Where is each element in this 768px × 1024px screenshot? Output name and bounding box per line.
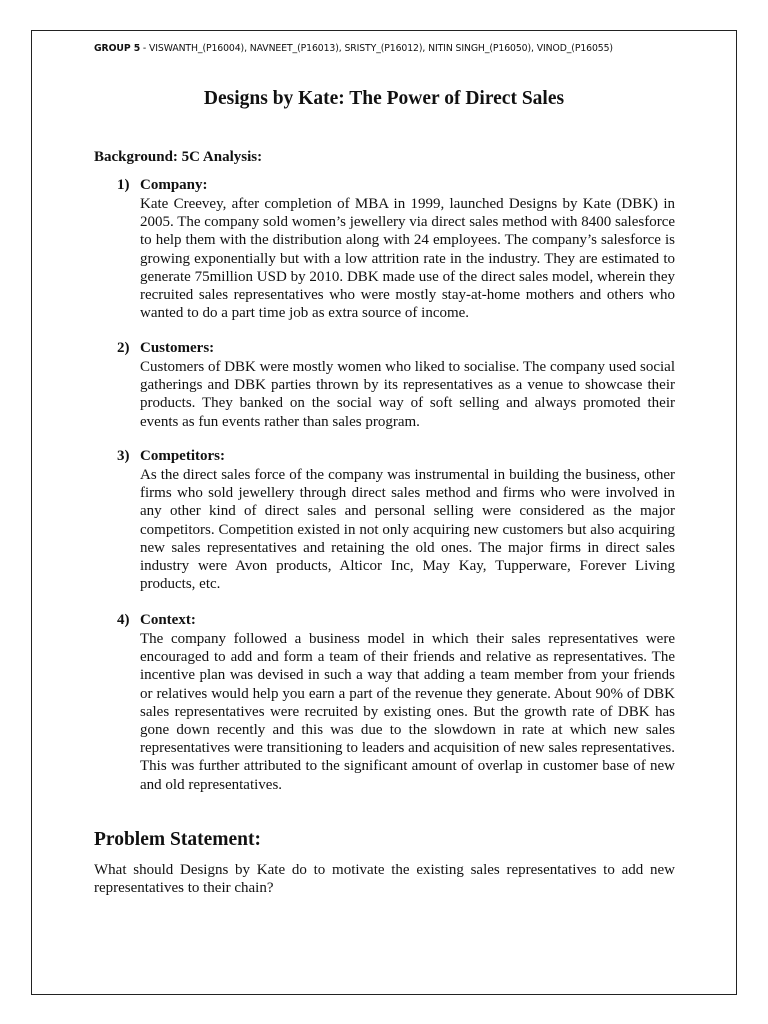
- document-title: Designs by Kate: The Power of Direct Sales: [203, 88, 565, 109]
- section-number: 1): [117, 177, 130, 193]
- section-body: Kate Creevey, after completion of MBA in 1999, launched Designs by Kate (DBK) in 2005. The company sold women’s jewellery via direct sales method with 8400 salesforce to help them with the distribution along with 24 employees. The company’s salesforce is growing exponentially but with a low attrition rate in the industry. They are estimated to generate 75million USD by 2010. DBK made use of the direct sales model, wherein they recruited sales representatives who were mostly stay-at-home mothers and others who wanted to do a part time job as extra source of income.: [140, 196, 676, 322]
- section-number: 3): [117, 448, 130, 464]
- section-heading: Customers:: [140, 340, 215, 356]
- group-members: - VISWANTH_(P16004), NAVNEET_(P16013), SRISTY_(P16012), NITIN SINGH_(P16050), VINOD_(P16055): [140, 43, 613, 54]
- background-heading: Background: 5C Analysis:: [94, 149, 263, 165]
- section-heading: Competitors:: [140, 448, 225, 464]
- section-body: As the direct sales force of the company was instrumental in building the business, other firms who sold jewellery through direct sales method and firms who were involved in any other kind of direct sales and personal selling were considered as the major competitors. Competition existed in not only acquiring new customers but also acquiring new sales representatives and retaining the old ones. The major firms in direct sales industry were Avon products, Alticor Inc, May Kay, Tupperware, Forever Living products, etc.: [140, 467, 675, 593]
- section-number: 4): [117, 612, 130, 628]
- problem-statement-heading: Problem Statement:: [94, 829, 261, 850]
- section-body: The company followed a business model in which their sales representatives were encouraged to add and form a team of their friends and relative as representatives. The incentive plan was devised in such a way that adding a team member from your friends or relatives would help you earn a part of the revenue they generate. About 90% of DBK sales representatives were recruited by existing ones. But the growth rate of DBK has gone down recently and this was due to the slowdown in rate at which new sales representatives were transitioning to leaders and acquisition of new sales representatives. This was further attributed to the significant amount of overlap in customer base of new and old representatives.: [140, 631, 675, 793]
- group-label: GROUP 5: [94, 43, 141, 54]
- section-body: Customers of DBK were mostly women who liked to socialise. The company used social gatherings and DBK parties thrown by its representatives as a venue to showcase their products. They banked on the social way of soft selling and always promoted their events as fun events rather than sales program.: [140, 359, 675, 430]
- section-number: 2): [117, 340, 130, 356]
- group-header: [94, 43, 714, 54]
- problem-statement-body: What should Designs by Kate do to motivate the existing sales representatives to add new representatives to their chain?: [94, 862, 675, 897]
- section-heading: Company:: [140, 177, 208, 193]
- section-heading: Context:: [140, 612, 196, 628]
